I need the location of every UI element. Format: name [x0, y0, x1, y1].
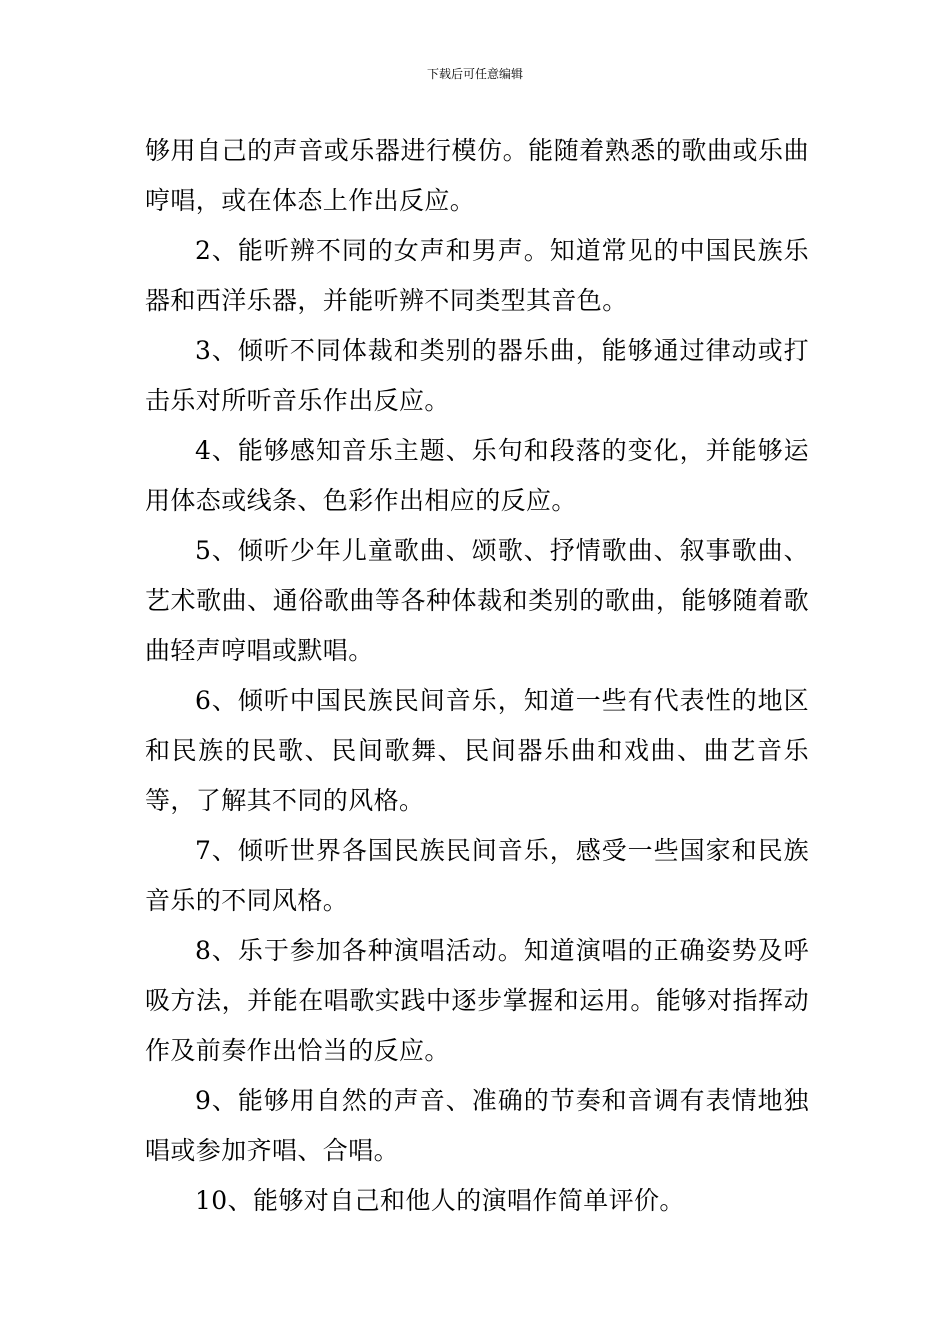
paragraph-item-5: 5、倾听少年儿童歌曲、颂歌、抒情歌曲、叙事歌曲、艺术歌曲、通俗歌曲等各种体裁和类别的歌曲，能够随着歌曲轻声哼唱或默唱。	[145, 536, 809, 665]
paragraph-item-8: 8、乐于参加各种演唱活动。知道演唱的正确姿势及呼吸方法，并能在唱歌实践中逐步掌握和运用。能够对指挥动作及前奏作出恰当的反应。	[145, 936, 809, 1065]
paragraph-continuation: 够用自己的声音或乐器进行模仿。能随着熟悉的歌曲或乐曲哼唱，或在体态上作出反应。	[145, 136, 809, 215]
paragraph-item-2: 2、能听辨不同的女声和男声。知道常见的中国民族乐器和西洋乐器，并能听辨不同类型其音色。	[145, 236, 809, 315]
paragraph-item-9: 9、能够用自然的声音、准确的节奏和音调有表情地独唱或参加齐唱、合唱。	[145, 1086, 809, 1165]
paragraph-item-6: 6、倾听中国民族民间音乐，知道一些有代表性的地区和民族的民歌、民间歌舞、民间器乐曲和戏曲、曲艺音乐等，了解其不同的风格。	[145, 686, 809, 815]
paragraph-item-7: 7、倾听世界各国民族民间音乐，感受一些国家和民族音乐的不同风格。	[145, 836, 809, 915]
paragraph-item-10: 10、能够对自己和他人的演唱作简单评价。	[195, 1186, 685, 1215]
paragraph-item-3: 3、倾听不同体裁和类别的器乐曲，能够通过律动或打击乐对所听音乐作出反应。	[145, 336, 809, 415]
body-text	[145, 126, 809, 1226]
paragraph-item-4: 4、能够感知音乐主题、乐句和段落的变化，并能够运用体态或线条、色彩作出相应的反应。	[145, 436, 809, 515]
page-header-note: 下载后可任意编辑	[426, 67, 523, 81]
